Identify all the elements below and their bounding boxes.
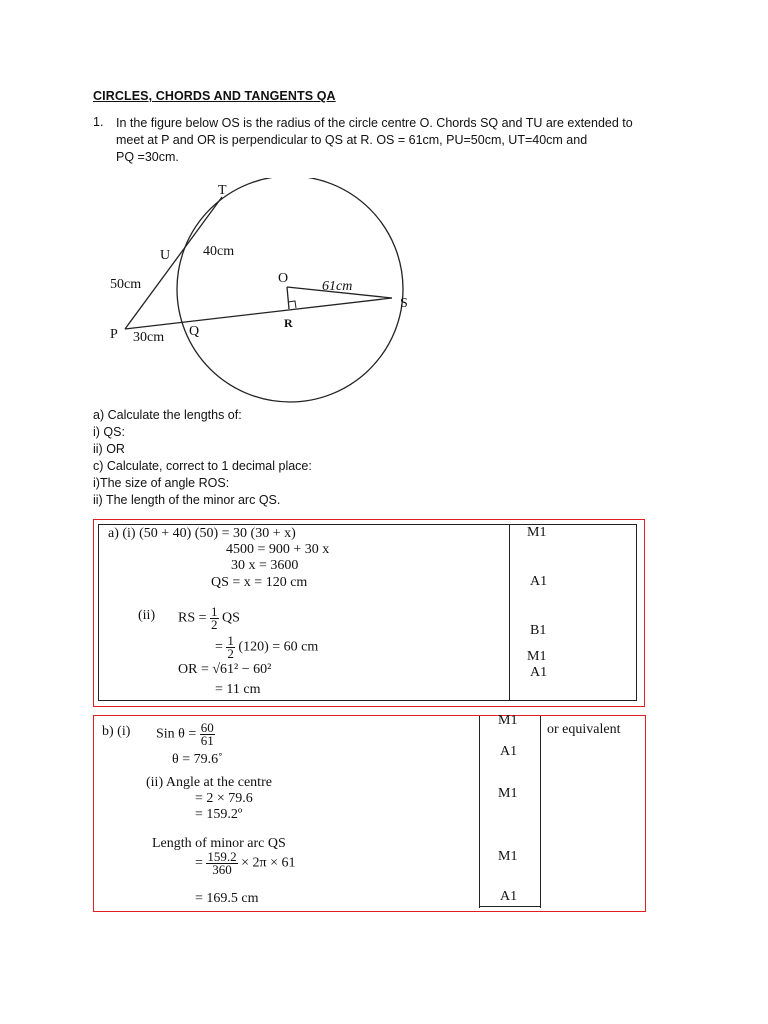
arc-equation [195, 851, 296, 876]
theta-value: θ = 79.6˚ [172, 752, 223, 767]
rs-value: (120) = 60 cm [238, 639, 319, 655]
arc-rhs: × 2π × 61 [241, 855, 296, 871]
marking-note: or equivalent [547, 722, 621, 737]
rs-equation [178, 606, 240, 631]
label-ut-length: 40cm [203, 244, 235, 259]
sin-equation [156, 722, 215, 747]
solution-line: (ii) Angle at the centre [146, 775, 272, 790]
rs-lhs: RS = [178, 610, 207, 626]
sub-question: i) QS: [93, 425, 125, 439]
line-pt [125, 197, 222, 329]
fraction [210, 606, 219, 631]
or-equation: OR = √61² − 60² [178, 662, 272, 677]
mark: A1 [500, 889, 518, 904]
mark: A1 [500, 744, 518, 759]
answer-box-a [93, 519, 645, 707]
line-or [287, 287, 289, 309]
label-q: Q [189, 324, 200, 339]
label-o: O [278, 271, 289, 286]
rs-calculation [215, 635, 318, 660]
mark: B1 [530, 623, 547, 638]
label-s: S [400, 296, 408, 311]
answer-box-b [93, 715, 646, 912]
table-bottom-rule [479, 906, 540, 907]
arc-result: = 169.5 cm [195, 891, 259, 906]
question-line: meet at P and OR is perpendicular to QS at R. OS = 61cm, PU=50cm, UT=40cm and [116, 133, 588, 147]
notes-column-divider [540, 716, 541, 908]
question-number: 1. [93, 115, 104, 129]
question-line: In the figure below OS is the radius of the circle centre O. Chords SQ and TU are extended to [116, 116, 633, 130]
denominator: 2 [211, 617, 218, 632]
mark: A1 [530, 665, 548, 680]
fraction [226, 635, 235, 660]
mark: A1 [530, 574, 548, 589]
numerator: 60 [200, 720, 214, 735]
sub-question: c) Calculate, correct to 1 decimal place: [93, 459, 312, 473]
label-u: U [160, 248, 171, 263]
numerator: 1 [227, 633, 234, 648]
label-t: T [218, 183, 227, 198]
label-pq-length: 30cm [133, 330, 165, 345]
marks-column-divider [479, 716, 480, 908]
question-line: PQ =30cm. [116, 150, 179, 164]
solution-line: = 2 × 79.6 [195, 791, 253, 806]
label-os-length: 61cm [322, 279, 353, 294]
equals: = [215, 639, 223, 655]
sub-question: i)The size of angle ROS: [93, 476, 230, 490]
equals: = [195, 855, 203, 871]
sub-question: a) Calculate the lengths of: [93, 408, 242, 422]
marks-column-divider [509, 524, 510, 700]
part-label: b) (i) [102, 724, 131, 739]
sub-question: ii) OR [93, 442, 125, 456]
rs-rhs: QS [222, 610, 240, 626]
solution-line: a) (i) (50 + 40) (50) = 30 (30 + x) [108, 526, 296, 541]
line-ps [125, 298, 392, 329]
sub-question: ii) The length of the minor arc QS. [93, 493, 281, 507]
mark: M1 [527, 525, 547, 540]
or-result: = 11 cm [215, 682, 261, 697]
denominator: 360 [212, 862, 232, 877]
page-title: CIRCLES, CHORDS AND TANGENTS QA [93, 89, 336, 103]
solution-line: = 159.2º [195, 807, 243, 822]
mark: M1 [498, 849, 518, 864]
denominator: 61 [200, 733, 214, 748]
circle-figure [100, 178, 430, 408]
fraction [206, 851, 237, 876]
part-label: (ii) [138, 608, 156, 623]
label-r: R [284, 316, 293, 330]
fraction [200, 722, 215, 747]
label-pu-length: 50cm [110, 277, 142, 292]
denominator: 2 [227, 646, 234, 661]
solution-line: 4500 = 900 + 30 x [226, 542, 330, 557]
mark: M1 [498, 713, 518, 728]
mark: M1 [527, 649, 547, 664]
question-text [116, 115, 676, 166]
solution-line: 30 x = 3600 [231, 558, 299, 573]
solution-line: Length of minor arc QS [152, 836, 286, 851]
mark: M1 [498, 786, 518, 801]
numerator: 1 [211, 604, 218, 619]
solution-line: QS = x = 120 cm [211, 575, 308, 590]
sub-questions [93, 407, 312, 509]
numerator: 159.2 [207, 849, 237, 864]
sin-lhs: Sin θ = [156, 726, 197, 742]
label-p: P [110, 327, 118, 342]
